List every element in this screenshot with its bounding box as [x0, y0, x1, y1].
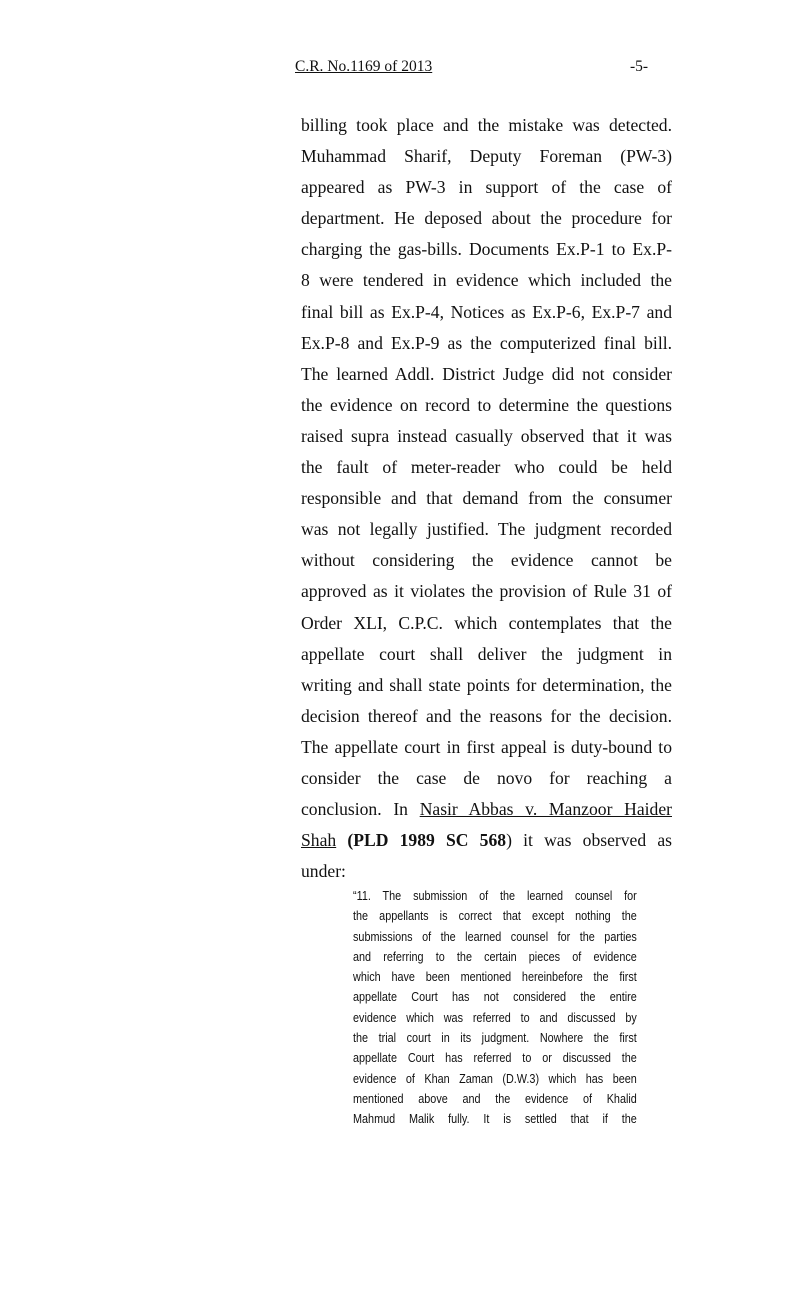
page-number: -5-	[630, 58, 649, 75]
quote-line: appellate Court has referred to or discussed the	[353, 1051, 637, 1066]
body-line: approved as it violates the provision of Rule 31 of	[301, 581, 672, 602]
case-name-continued: Shah	[301, 830, 337, 851]
quote-line: evidence of Khan Zaman (D.W.3) which has been	[353, 1071, 637, 1086]
body-line: department. He deposed about the procedure for	[301, 208, 672, 229]
body-line-citation	[301, 825, 672, 856]
body-line: without considering the evidence cannot be	[301, 550, 672, 571]
body-line: Ex.P-8 and Ex.P-9 as the computerized final bill.	[301, 332, 672, 353]
quote-line: submissions of the learned counsel for the parties	[353, 929, 637, 944]
quote-line: which have been mentioned hereinbefore the first	[353, 970, 637, 985]
body-line: appellate court shall deliver the judgment in	[301, 643, 672, 664]
body-line: final bill as Ex.P-4, Notices as Ex.P-6, Ex.P-7 and	[301, 301, 672, 322]
citation: PLD 1989 SC 568	[353, 830, 507, 851]
body-line: the evidence on record to determine the questions	[301, 394, 672, 415]
body-line: was not legally justified. The judgment recorded	[301, 519, 672, 540]
body-line: decision thereof and the reasons for the decision.	[301, 705, 672, 726]
body-line-case-citation	[301, 794, 672, 825]
body-line: writing and shall state points for determination, the	[301, 674, 672, 695]
judgment-body	[301, 110, 672, 887]
body-line: 8 were tendered in evidence which included the	[301, 270, 672, 291]
body-line: The appellate court in first appeal is duty-bound to	[301, 736, 672, 757]
block-quote	[353, 886, 637, 1130]
quote-line: Mahmud Malik fully. It is settled that if the	[353, 1112, 637, 1127]
citation-close: )	[506, 830, 512, 851]
body-line: The learned Addl. District Judge did not consider	[301, 363, 672, 384]
body-line: Muhammad Sharif, Deputy Foreman (PW-3)	[301, 146, 672, 167]
body-line: Order XLI, C.P.C. which contemplates that the	[301, 612, 672, 633]
body-line-last: under:	[301, 861, 346, 882]
quote-line: evidence which was referred to and discussed by	[353, 1010, 637, 1025]
body-line: responsible and that demand from the consumer	[301, 488, 672, 509]
quote-line: “11. The submission of the learned counsel for	[353, 889, 637, 903]
case-name-link: Nasir Abbas v. Manzoor Haider	[419, 799, 672, 820]
body-line: the fault of meter-reader who could be held	[301, 457, 672, 478]
quote-line: the trial court in its judgment. Nowhere the first	[353, 1031, 637, 1046]
quote-line: the appellants is correct that except nothing the	[353, 909, 637, 924]
body-line: raised supra instead casually observed that it was	[301, 425, 672, 446]
body-line: charging the gas-bills. Documents Ex.P-1 to Ex.P-	[301, 239, 672, 260]
citation-suffix: it was observed as	[523, 830, 673, 851]
citation-open: (	[347, 830, 354, 851]
body-line: billing took place and the mistake was detected.	[301, 115, 672, 135]
body-line: consider the case de novo for reaching a	[301, 767, 672, 788]
quote-line: and referring to the certain pieces of evidence	[353, 949, 637, 964]
conclusion-prefix: conclusion. In	[301, 799, 408, 820]
quote-line: mentioned above and the evidence of Khalid	[353, 1091, 637, 1106]
case-number-header: C.R. No.1169 of 2013	[295, 58, 433, 75]
quote-line: appellate Court has not considered the entire	[353, 990, 637, 1005]
body-line: appeared as PW-3 in support of the case of	[301, 177, 672, 198]
